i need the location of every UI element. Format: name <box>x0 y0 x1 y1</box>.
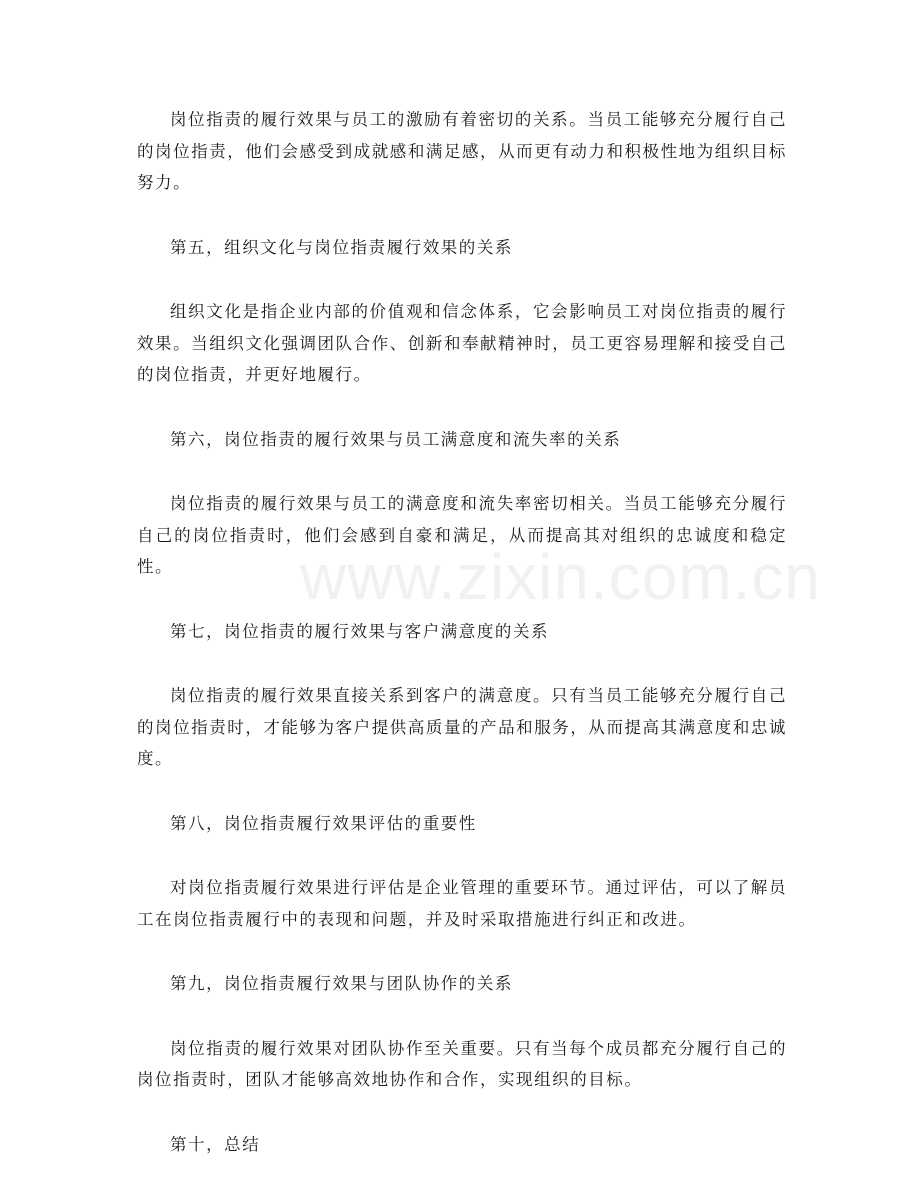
paragraph-employee-satisfaction: 岗位指责的履行效果与员工的满意度和流失率密切相关。当员工能够充分履行自己的岗位指责时，他们会感到自豪和满足，从而提高其对组织的忠诚度和稳定性。 <box>137 494 787 576</box>
paragraph-team-collaboration: 岗位指责的履行效果对团队协作至关重要。只有当每个成员都充分履行自己的岗位指责时，团队才能够高效地协作和合作，实现组织的目标。 <box>137 1038 787 1089</box>
heading-section-7: 第七，岗位指责的履行效果与客户满意度的关系 <box>170 621 550 641</box>
heading-section-6: 第六，岗位指责的履行效果与员工满意度和流失率的关系 <box>170 429 622 449</box>
heading-section-5: 第五，组织文化与岗位指责履行效果的关系 <box>170 237 513 257</box>
paragraph-organizational-culture: 组织文化是指企业内部的价值观和信念体系，它会影响员工对岗位指责的履行效果。当组织文化强调团队合作、创新和奉献精神时，员工更容易理解和接受自己的岗位指责，并更好地履行。 <box>137 302 787 384</box>
document-body <box>137 104 787 1193</box>
heading-section-9: 第九，岗位指责履行效果与团队协作的关系 <box>170 974 513 993</box>
watermark: www.zixin.com.cn <box>300 541 821 613</box>
paragraph-employee-motivation: 岗位指责的履行效果与员工的激励有着密切的关系。当员工能够充分履行自己的岗位指责，他们会感受到成就感和满足感，从而更有动力和积极性地为组织目标努力。 <box>137 110 787 192</box>
paragraph-customer-satisfaction: 岗位指责的履行效果直接关系到客户的满意度。只有当员工能够充分履行自己的岗位指责时，才能够为客户提供高质量的产品和服务，从而提高其满意度和忠诚度。 <box>137 686 787 768</box>
paragraph-evaluation-importance: 对岗位指责履行效果进行评估是企业管理的重要环节。通过评估，可以了解员工在岗位指责履行中的表现和问题，并及时采取措施进行纠正和改进。 <box>137 878 787 929</box>
heading-section-10: 第十，总结 <box>170 1134 261 1154</box>
heading-section-8: 第八，岗位指责履行效果评估的重要性 <box>170 813 477 833</box>
